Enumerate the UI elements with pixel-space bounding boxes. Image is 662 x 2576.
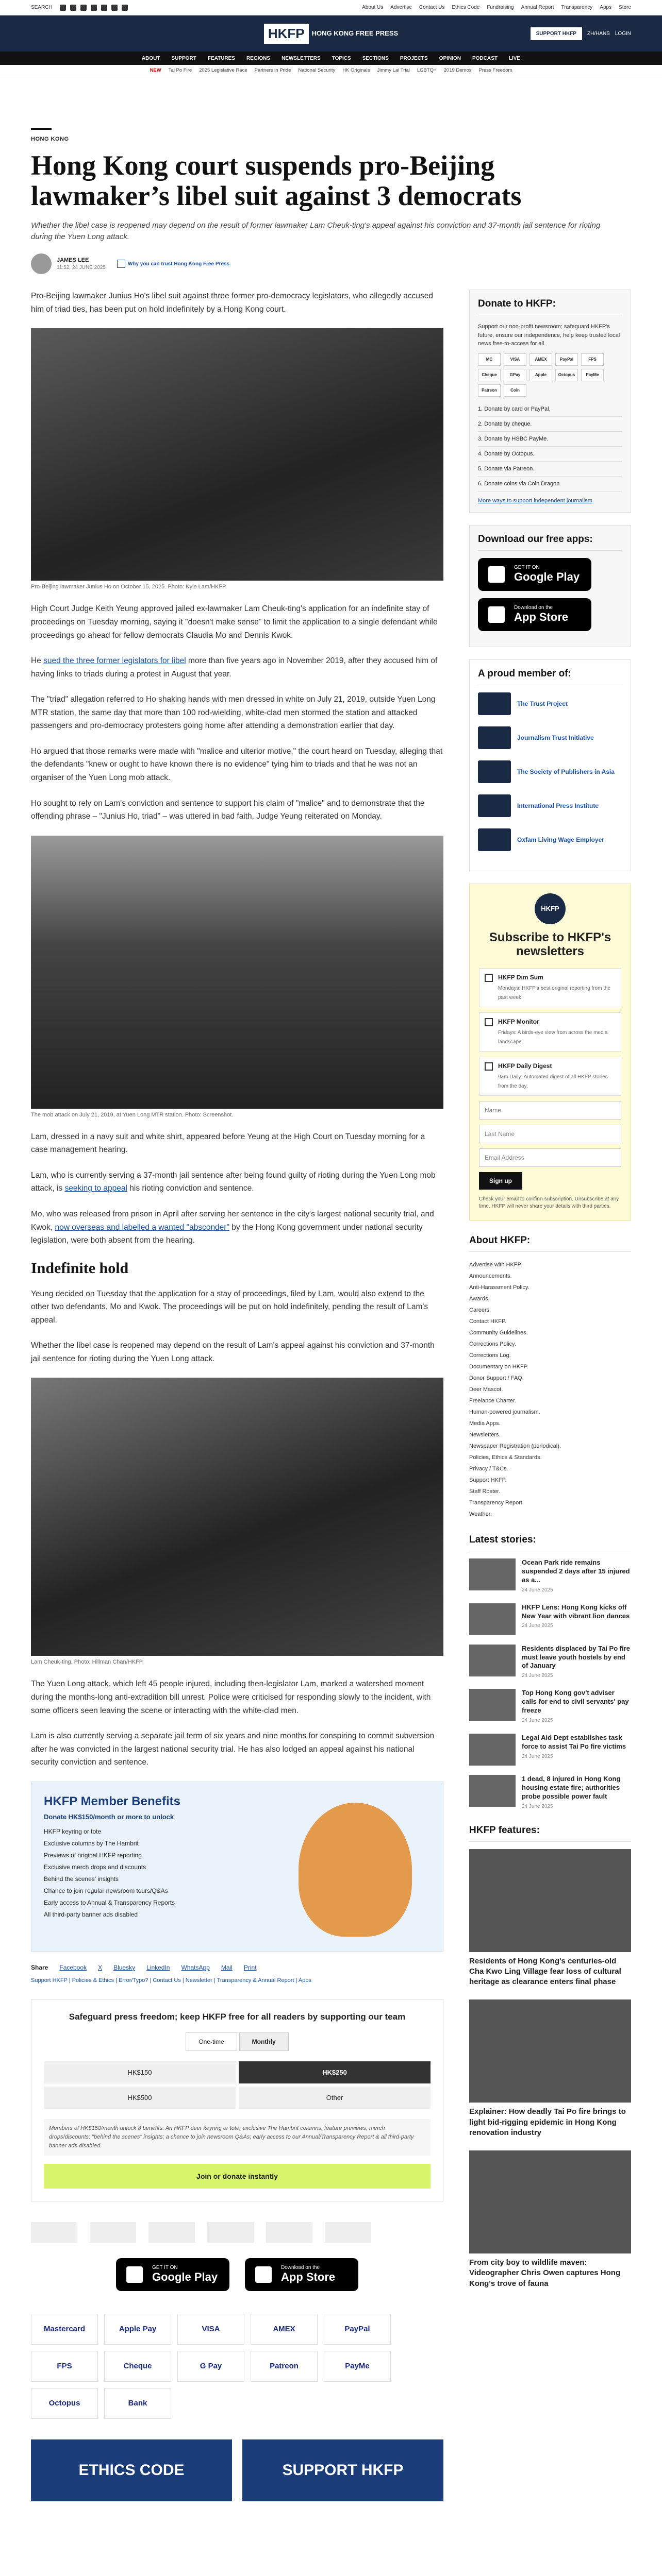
story-title: Legal Aid Dept establishes task force to assist Tai Po fire victims	[522, 1733, 626, 1750]
newsletter-note: Check your email to confirm subscription. Unsubscribe at any time. HKFP will never share your details with third parties.	[479, 1196, 619, 1210]
app-store-button[interactable]: Download on the App Store	[478, 598, 591, 631]
about-link[interactable]: Community Guidelines.	[469, 1329, 528, 1336]
byline	[31, 253, 631, 274]
deer-mascot-image	[299, 1803, 412, 1937]
google-play-button[interactable]: GET IT ON Google Play	[116, 2258, 229, 2291]
share-label: Share	[31, 1963, 48, 1971]
feature-image	[469, 2150, 631, 2253]
pay-icon[interactable]: Coin	[504, 384, 526, 397]
story-date: 24 June 2025	[522, 1717, 553, 1723]
social-icons	[60, 5, 128, 11]
article-subtitle: Whether the libel case is reopened may depend on the result of former lawmaker Lam Cheuk-ting's appeal against his conviction and 37-month jail sentence for rioting during the Yuen Long attack.	[31, 221, 601, 241]
payment-logo[interactable]: PayMe	[324, 2351, 391, 2382]
author-name[interactable]: JAMES LEE	[57, 257, 89, 264]
donate-method[interactable]: 6. Donate coins via Coin Dragon.	[478, 477, 622, 492]
newsletter-option[interactable]: HKFP Dim Sum Mondays: HKFP's best original reporting from the past week.	[479, 968, 621, 1007]
donate-panel	[469, 290, 631, 513]
about-link[interactable]: Staff Roster.	[469, 1488, 501, 1495]
latest-story[interactable]	[469, 1558, 631, 1594]
trending-item[interactable]: Jimmy Lai Trial	[377, 67, 410, 73]
benefit-item: Early access to Annual & Transparency Reports	[44, 1899, 175, 1906]
paragraph: The "triad" allegation referred to Ho shaking hands with men dressed in white on July 21, 2019, outside Yuen Long MTR station, the same day that more than 100 rod-wielding, white-clad men stormed the station and attacked passengers and pro-democracy protesters going home after attending a demonstration earlier that day.	[31, 695, 436, 731]
about-link[interactable]: Corrections Log.	[469, 1352, 511, 1359]
newsletter-signup	[469, 884, 631, 1221]
paragraph: Whether the libel case is reopened may depend on the result of Lam's appeal against his conviction and 37-month jail sentence for rioting during the Yuen Long attack.	[31, 1341, 435, 1363]
nav-regions[interactable]: REGIONS	[246, 55, 271, 61]
donate-note: Members of HK$150/month unlock 8 benefits: An HKFP deer keyring or tote; exclusive The Hambrit columns; feature previews; merch drops/discounts; "behind the scenes" insights; a chance to join newsroom Q&As; early access to our Annual/Transparency Report & all third-party banner ads disabled.	[44, 2119, 431, 2156]
trending-item[interactable]: HK Originals	[342, 67, 370, 73]
trending-item[interactable]: 2025 Legislative Race	[199, 67, 247, 73]
share-x[interactable]: X	[98, 1963, 103, 1971]
support-links[interactable]: Support HKFP | Policies & Ethics | Error/Typo? | Contact Us | Newsletter | Transparency & Annual Report | Apps	[31, 1977, 311, 1984]
amount-option[interactable]: HK$500	[44, 2087, 236, 2109]
trust-link[interactable]: Why you can trust Hong Kong Free Press	[117, 260, 229, 268]
topbar-link-advertise[interactable]: Advertise	[390, 5, 412, 10]
paragraph: He sued the three former legislators for libel more than five years ago in November 2019, after they accused him of having links to triads during a protest in August that year.	[31, 656, 438, 679]
story-thumbnail	[469, 1645, 516, 1676]
threads-icon[interactable]	[91, 5, 97, 11]
paragraph: High Court Judge Keith Yeung approved jailed ex-lawmaker Lam Cheuk-ting's application for an indefinite stay of proceedings on Tuesday morning, saying it "doesn't make sense" to limit the application to a single defendant while proceedings go ahead for fellow democrats Claudia Mo and Dennis Kwok.	[31, 604, 438, 640]
nav-about[interactable]: ABOUT	[141, 55, 160, 61]
signup-button[interactable]: Sign up	[479, 1172, 522, 1190]
trust-project-icon	[478, 692, 511, 715]
pay-icon[interactable]: PayPal	[555, 353, 578, 366]
section-heading: Indefinite hold	[31, 1259, 129, 1277]
paragraph: The Yuen Long attack, which left 45 people injured, including then-legislator Lam, marked a watershed moment during the months-long anti-extradition bill unrest. Police were criticised for responding slowly to the incident, with some officers seen leaving the scene or interacting with the white-clad men.	[31, 1680, 431, 1715]
about-link[interactable]: Weather.	[469, 1511, 492, 1517]
google-play-icon	[126, 2266, 143, 2283]
about-link[interactable]: Privacy / T&Cs.	[469, 1465, 508, 1472]
trending-item[interactable]: Tai Po Fire	[168, 67, 192, 73]
partner-logo[interactable]	[266, 2222, 312, 2243]
nav-sections[interactable]: SECTIONS	[362, 55, 389, 61]
pay-icon[interactable]: PayMe	[581, 369, 604, 381]
about-link[interactable]: Corrections Policy.	[469, 1341, 516, 1347]
app-store-button[interactable]: Download on the App Store	[245, 2258, 358, 2291]
payment-logo[interactable]: Cheque	[104, 2351, 171, 2382]
story-title: Residents displaced by Tai Po fire must leave youth hostels by end of January	[522, 1644, 630, 1670]
story-date: 24 June 2025	[522, 1803, 553, 1809]
sidebar	[469, 290, 631, 2301]
story-date: 24 June 2025	[522, 1587, 553, 1593]
article-category[interactable]: HONG KONG	[31, 136, 69, 142]
checkbox[interactable]	[485, 974, 493, 982]
paragraph: Lam, who is currently serving a 37-month jail sentence after being found guilty of rioting during the Yuen Long mob attack, is seeking to appeal his rioting conviction and sentence.	[31, 1171, 436, 1193]
article-body	[31, 290, 443, 2501]
sidebar-heading: HKFP features:	[469, 1825, 631, 1842]
about-link[interactable]: Policies, Ethics & Standards.	[469, 1454, 542, 1461]
payment-methods	[31, 2314, 443, 2419]
about-link[interactable]: Newspaper Registration (periodical).	[469, 1443, 561, 1449]
apps-panel	[469, 525, 631, 647]
promo-subtitle: Donate HK$150/month or more to unlock	[44, 1812, 174, 1821]
partner-logo[interactable]	[325, 2222, 371, 2243]
article-photo	[31, 328, 443, 581]
inline-link[interactable]: seeking to appeal	[64, 1184, 127, 1193]
topbar-link-ethics[interactable]: Ethics Code	[452, 5, 480, 10]
promo-title: HKFP Member Benefits	[44, 1794, 180, 1808]
paragraph: Yeung decided on Tuesday that the application for a stay of proceedings, filed by Lam, would also extend to the other two defendants, Mo and Kwok. The proceedings will be put on hold indefinitely, pending the result of Lam's appeal.	[31, 1289, 428, 1325]
feature-story[interactable]	[469, 1999, 631, 2138]
partner-logo[interactable]	[90, 2222, 136, 2243]
trending-item[interactable]: Partners in Pride	[254, 67, 291, 73]
trust-icon	[117, 260, 125, 268]
story-title: Ocean Park ride remains suspended 2 days after 15 injured as a...	[522, 1558, 630, 1584]
member-logo[interactable]: Journalism Trust Initiative	[478, 726, 622, 749]
payment-logo[interactable]: AMEX	[251, 2314, 318, 2345]
facebook-icon[interactable]	[60, 5, 66, 11]
share-mail[interactable]: Mail	[221, 1963, 233, 1971]
latest-story[interactable]	[469, 1603, 631, 1635]
feature-image	[469, 1849, 631, 1952]
author-avatar[interactable]	[31, 253, 52, 274]
newsletter-option[interactable]: HKFP Monitor Fridays: A birds-eye view from across the media landscape.	[479, 1012, 621, 1052]
benefit-item: Chance to join regular newsroom tours/Q&As	[44, 1887, 168, 1894]
nav-features[interactable]: FEATURES	[207, 55, 235, 61]
sidebar-heading: About HKFP:	[469, 1235, 631, 1252]
payment-logo[interactable]: VISA	[177, 2314, 244, 2345]
share-linkedin[interactable]: LinkedIn	[146, 1963, 170, 1971]
nav-newsletters[interactable]: NEWSLETTERS	[282, 55, 321, 61]
about-link[interactable]: Donor Support / FAQ.	[469, 1375, 524, 1381]
trending-item[interactable]: Press Freedom	[478, 67, 512, 73]
pay-icon[interactable]: GPay	[504, 369, 526, 381]
story-thumbnail	[469, 1734, 516, 1766]
partner-logo[interactable]	[148, 2222, 195, 2243]
apple-icon	[488, 606, 505, 623]
ethics-code-banner[interactable]: ETHICS CODE	[31, 2439, 232, 2501]
payment-logo[interactable]: PayPal	[324, 2314, 391, 2345]
checkbox[interactable]	[485, 1062, 493, 1071]
latest-story[interactable]	[469, 1734, 631, 1766]
jti-icon	[478, 726, 511, 749]
nav-support[interactable]: SUPPORT	[171, 55, 196, 61]
topbar-link-contact[interactable]: Contact Us	[419, 5, 445, 10]
trending-item[interactable]: National Security	[298, 67, 336, 73]
new-badge: NEW	[150, 67, 161, 73]
login-link[interactable]: LOGIN	[615, 30, 631, 37]
story-thumbnail	[469, 1558, 516, 1590]
pay-icon[interactable]: AMEX	[529, 353, 552, 366]
about-link[interactable]: Documentary on HKFP.	[469, 1363, 528, 1370]
share-print[interactable]: Print	[243, 1963, 257, 1971]
google-play-icon	[488, 566, 505, 583]
article-photo	[31, 1378, 443, 1656]
about-link[interactable]: Media Apps.	[469, 1420, 501, 1427]
sopa-icon	[478, 760, 511, 783]
payment-logo[interactable]: Patreon	[251, 2351, 318, 2382]
partner-logo[interactable]	[207, 2222, 254, 2243]
checkbox[interactable]	[485, 1018, 493, 1026]
article-photo	[31, 836, 443, 1109]
google-play-button[interactable]: GET IT ON Google Play	[478, 558, 591, 591]
story-date: 24 June 2025	[522, 1753, 553, 1759]
nav-live[interactable]: LIVE	[508, 55, 521, 61]
topbar-link-apps[interactable]: Apps	[600, 5, 612, 10]
article-title: Hong Kong court suspends pro-Beijing lawmaker’s libel suit against 3 democrats	[31, 150, 522, 212]
about-link[interactable]: Support HKFP.	[469, 1477, 507, 1483]
nav-projects[interactable]: PROJECTS	[400, 55, 428, 61]
member-benefits-promo[interactable]	[31, 1782, 443, 1952]
pay-icon[interactable]: MC	[478, 353, 501, 366]
about-link[interactable]: Deer Mascot.	[469, 1386, 503, 1393]
benefit-item: Behind the scenes' insights	[44, 1875, 119, 1883]
newsletter-title: Subscribe to HKFP's newsletters	[489, 930, 611, 959]
last-name-field[interactable]: Last Name	[479, 1125, 621, 1143]
latest-story[interactable]	[469, 1689, 631, 1724]
about-link[interactable]: Careers.	[469, 1307, 491, 1313]
story-title: Top Hong Kong gov't adviser calls for end to civil servants' pay freeze	[522, 1689, 629, 1715]
benefit-item: Exclusive columns by The Hambrit	[44, 1839, 139, 1847]
photo-caption: Pro-Beijing lawmaker Junius Ho on October 15, 2025. Photo: Kyle Lam/HKFP.	[31, 584, 227, 590]
donate-widget	[31, 1999, 443, 2201]
sidebar-heading: Donate to HKFP:	[478, 298, 622, 315]
pay-icon[interactable]: Patreon	[478, 384, 501, 397]
sidebar-heading: Download our free apps:	[478, 534, 622, 551]
about-link[interactable]: Contact HKFP.	[469, 1318, 506, 1325]
support-hkfp-banner[interactable]: SUPPORT HKFP	[242, 2439, 443, 2501]
feature-title: Explainer: How deadly Tai Po fire brings to light bid-rigging epidemic in Hong Kong renovation industry	[469, 2107, 626, 2137]
trending-nav	[0, 65, 662, 76]
member-logo[interactable]: Oxfam Living Wage Employer	[478, 828, 622, 851]
topbar-link-fundraising[interactable]: Fundraising	[487, 5, 514, 10]
inline-link[interactable]: sued the three former legislators for libel	[43, 656, 186, 666]
benefit-item: HKFP keyring or tote	[44, 1827, 102, 1835]
trending-item[interactable]: LGBTQ+	[417, 67, 437, 73]
monthly-toggle[interactable]: Monthly	[239, 2032, 289, 2051]
more-ways-link[interactable]: More ways to support independent journalism	[478, 497, 592, 504]
search-link[interactable]: SEARCH	[31, 5, 53, 10]
nav-opinion[interactable]: OPINION	[439, 55, 461, 61]
paragraph: Ho sought to rely on Lam's conviction and sentence to support his claim of "malice" and to demonstrate that the offending phrase – "Junius Ho, triad" – was uttered in bad faith, Judge Yeung reiterated on Monday.	[31, 799, 425, 821]
paragraph: Mo, who was released from prison in April after serving her sentence in the city's largest national security trial, and Kwok, now overseas and labelled a wanted "absconder" by the Hong Kong government under national security legislation, were both absent from the hearing.	[31, 1209, 434, 1245]
share-bar	[31, 1964, 443, 1971]
pay-icon[interactable]: Octopus	[555, 369, 578, 381]
inline-link[interactable]: now overseas and labelled a wanted "absconder"	[55, 1223, 229, 1232]
story-thumbnail	[469, 1775, 516, 1807]
one-time-toggle[interactable]: One-time	[186, 2032, 237, 2051]
about-link[interactable]: Newsletters.	[469, 1431, 501, 1438]
donate-method[interactable]: 2. Donate by cheque.	[478, 417, 622, 432]
benefit-item: Exclusive merch drops and discounts	[44, 1863, 146, 1871]
language-switch[interactable]: ZH/HANS	[587, 30, 610, 37]
features-panel	[469, 1825, 631, 2289]
latest-panel	[469, 1534, 631, 1810]
support-button[interactable]: SUPPORT HKFP	[531, 27, 582, 40]
about-link[interactable]: Anti-Harassment Policy.	[469, 1284, 529, 1291]
story-title: HKFP Lens: Hong Kong kicks off New Year with vibrant lion dances	[522, 1603, 630, 1620]
feature-story[interactable]	[469, 2150, 631, 2289]
partner-logo[interactable]	[31, 2222, 77, 2243]
payment-logo[interactable]: Mastercard	[31, 2314, 98, 2345]
story-thumbnail	[469, 1603, 516, 1635]
share-facebook[interactable]: Facebook	[59, 1963, 87, 1971]
member-logo[interactable]: International Press Institute	[478, 794, 622, 817]
site-logo[interactable]: HKFP HONG KONG FREE PRESS	[264, 24, 398, 44]
share-bluesky[interactable]: Bluesky	[113, 1963, 136, 1971]
kicker-rule	[31, 128, 52, 130]
benefit-item: Previews of original HKFP reporting	[44, 1851, 142, 1859]
topbar-link-store[interactable]: Store	[619, 5, 631, 10]
top-utility-bar	[0, 0, 662, 15]
topbar-link-transparency[interactable]: Transparency	[561, 5, 593, 10]
newsletter-option[interactable]: HKFP Daily Digest 9am Daily: Automated digest of all HKFP stories from the day.	[479, 1057, 621, 1096]
benefit-item: All third-party banner ads disabled	[44, 1910, 138, 1918]
about-link[interactable]: Transparency Report.	[469, 1499, 524, 1506]
story-date: 24 June 2025	[522, 1623, 553, 1629]
apple-icon	[255, 2266, 272, 2283]
share-whatsapp[interactable]: WhatsApp	[181, 1963, 210, 1971]
photo-caption: The mob attack on July 21, 2019, at Yuen Long MTR station. Photo: Screenshot.	[31, 1111, 234, 1118]
member-panel	[469, 659, 631, 871]
donate-widget-title: Safeguard press freedom; keep HKFP free for all readers by supporting our team	[69, 2011, 406, 2022]
about-link[interactable]: Freelance Charter.	[469, 1397, 517, 1404]
story-title: 1 dead, 8 injured in Hong Kong housing estate fire; authorities probe possible power fault	[522, 1774, 621, 1800]
payment-logo[interactable]: G Pay	[177, 2351, 244, 2382]
member-logo[interactable]: The Society of Publishers in Asia	[478, 760, 622, 783]
member-logo[interactable]: The Trust Project	[478, 692, 622, 715]
latest-story[interactable]	[469, 1645, 631, 1680]
linkedin-icon[interactable]	[111, 5, 118, 11]
about-link[interactable]: Announcements.	[469, 1273, 512, 1279]
paragraph: Pro-Beijing lawmaker Junius Ho's libel suit against three former pro-democracy legislators, who allegedly accused him of triad ties, has been put on hold indefinitely by a Hong Kong court.	[31, 292, 434, 314]
first-name-field[interactable]: Name	[479, 1101, 621, 1120]
paragraph: Lam, dressed in a navy suit and white shirt, appeared before Yeung at the High Court on Tuesday morning for a case management hearing.	[31, 1132, 425, 1155]
feature-title: From city boy to wildlife maven: Videographer Chris Owen captures Hong Kong's trove of fauna	[469, 2258, 621, 2288]
partner-logos	[31, 2222, 443, 2243]
payment-logo[interactable]: Octopus	[31, 2388, 98, 2419]
payment-logo[interactable]: Apple Pay	[104, 2314, 171, 2345]
newsletter-logo: HKFP	[535, 893, 566, 924]
paragraph: Ho argued that those remarks were made with "malice and ulterior motive," the court heard on Tuesday, alleging that the defendants "knew or ought to have known there is no evidence" tying him to triads and that he was not an organiser of the Yuen Long mob attack.	[31, 747, 443, 783]
photo-caption: Lam Cheuk-ting. Photo: Hillman Chan/HKFP.	[31, 1659, 144, 1666]
donate-method[interactable]: 4. Donate by Octopus.	[478, 447, 622, 462]
latest-story[interactable]	[469, 1775, 631, 1810]
nav-topics[interactable]: TOPICS	[332, 55, 351, 61]
trending-item[interactable]: 2019 Demos	[443, 67, 472, 73]
article-container	[31, 128, 631, 2479]
instagram-icon[interactable]	[80, 5, 87, 11]
donate-button[interactable]: Join or donate instantly	[44, 2164, 431, 2189]
donate-method[interactable]: 1. Donate by card or PayPal.	[478, 402, 622, 417]
amount-option[interactable]: HK$150	[44, 2061, 236, 2083]
story-thumbnail	[469, 1689, 516, 1721]
pay-icon[interactable]: Cheque	[478, 369, 501, 381]
donate-method[interactable]: 3. Donate by HSBC PayMe.	[478, 432, 622, 447]
about-panel	[469, 1235, 631, 1520]
about-link[interactable]: Human-powered journalism.	[469, 1409, 540, 1415]
about-link[interactable]: Advertise with HKFP.	[469, 1261, 522, 1268]
pay-icon[interactable]: VISA	[504, 353, 526, 366]
main-nav	[0, 52, 662, 65]
paragraph: Lam is also currently serving a separate jail term of six years and nine months for conspiring to commit subversion after he was convicted in the largest national security trial. He has also lodged an appeal against his national security conviction and sentence.	[31, 1732, 435, 1767]
feature-image	[469, 1999, 631, 2103]
email-field[interactable]: Email Address	[479, 1148, 621, 1167]
nav-podcast[interactable]: PODCAST	[472, 55, 498, 61]
topbar-link-annual[interactable]: Annual Report	[521, 5, 554, 10]
feature-story[interactable]	[469, 1849, 631, 1988]
payment-logo[interactable]: FPS	[31, 2351, 98, 2382]
about-link[interactable]: Awards.	[469, 1295, 490, 1302]
amount-option[interactable]: Other	[239, 2087, 431, 2109]
x-icon[interactable]	[70, 5, 76, 11]
pay-icon[interactable]: FPS	[581, 353, 604, 366]
telegram-icon[interactable]	[122, 5, 128, 11]
youtube-icon[interactable]	[101, 5, 107, 11]
site-header	[0, 15, 662, 52]
story-date: 24 June 2025	[522, 1673, 553, 1679]
pay-icon[interactable]: Apple	[529, 369, 552, 381]
donate-text: Support our non-profit newsroom; safeguard HKFP's future, ensure our independence, help keep trusted local news free-to-access for all.	[478, 324, 620, 347]
publish-date: 11:52, 24 JUNE 2025	[57, 265, 106, 271]
sidebar-heading: A proud member of:	[478, 668, 622, 685]
topbar-link-about[interactable]: About Us	[362, 5, 384, 10]
amount-option[interactable]: HK$250	[239, 2061, 431, 2083]
sidebar-heading: Latest stories:	[469, 1534, 631, 1551]
feature-title: Residents of Hong Kong's centuries-old Cha Kwo Ling Village fear loss of cultural heritage as clearance enters final phase	[469, 1956, 621, 1987]
payment-logo[interactable]: Bank	[104, 2388, 171, 2419]
oxfam-icon	[478, 828, 511, 851]
ipi-icon	[478, 794, 511, 817]
donate-method[interactable]: 5. Donate via Patreon.	[478, 462, 622, 477]
